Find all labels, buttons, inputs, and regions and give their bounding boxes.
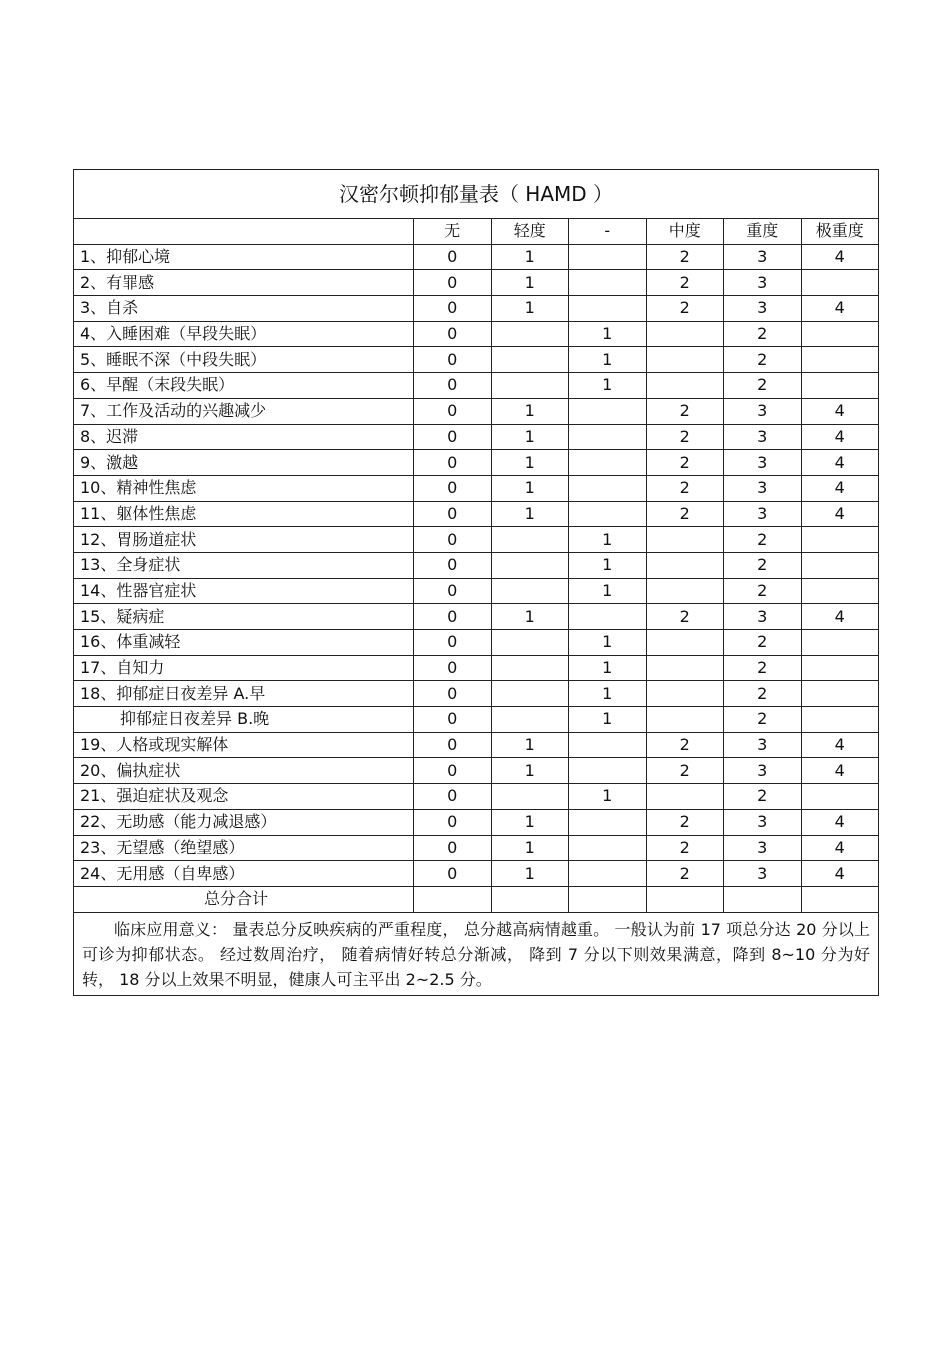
score-cell <box>801 578 879 604</box>
score-cell: 1 <box>569 630 647 656</box>
note-row <box>74 912 879 995</box>
score-cell <box>569 758 647 784</box>
score-cell: 2 <box>646 861 724 887</box>
score-cell: 1 <box>569 373 647 399</box>
score-cell <box>491 373 569 399</box>
score-cell: 2 <box>646 758 724 784</box>
item-label: 9、激越 <box>74 450 414 476</box>
score-cell: 3 <box>724 501 802 527</box>
table-row <box>74 604 879 630</box>
score-cell <box>491 630 569 656</box>
score-cell <box>801 270 879 296</box>
table-row <box>74 758 879 784</box>
score-cell: 2 <box>724 681 802 707</box>
score-cell <box>491 321 569 347</box>
score-cell: 2 <box>724 347 802 373</box>
table-row <box>74 296 879 322</box>
score-cell: 3 <box>724 809 802 835</box>
score-cell: 0 <box>414 552 492 578</box>
total-label: 总分合计 <box>74 886 414 912</box>
score-cell <box>569 270 647 296</box>
score-cell <box>491 578 569 604</box>
score-cell: 1 <box>491 835 569 861</box>
item-label: 抑郁症日夜差异 B.晚 <box>74 707 414 733</box>
item-label: 20、偏执症状 <box>74 758 414 784</box>
total-row <box>74 886 879 912</box>
score-cell <box>491 347 569 373</box>
table-row <box>74 630 879 656</box>
score-cell: 4 <box>801 475 879 501</box>
score-cell: 3 <box>724 604 802 630</box>
score-cell <box>646 373 724 399</box>
score-cell: 4 <box>801 398 879 424</box>
score-cell: 2 <box>724 527 802 553</box>
item-label: 8、迟滞 <box>74 424 414 450</box>
score-cell: 0 <box>414 450 492 476</box>
item-label: 23、无望感（绝望感） <box>74 835 414 861</box>
item-label: 5、睡眠不深（中段失眠） <box>74 347 414 373</box>
score-cell <box>569 604 647 630</box>
score-cell <box>801 630 879 656</box>
score-cell <box>801 681 879 707</box>
table-row <box>74 527 879 553</box>
score-cell <box>646 321 724 347</box>
score-cell <box>801 707 879 733</box>
score-cell <box>569 244 647 270</box>
score-cell: 2 <box>724 707 802 733</box>
item-label: 4、入睡困难（早段失眠） <box>74 321 414 347</box>
score-cell: 2 <box>646 398 724 424</box>
item-label: 17、自知力 <box>74 655 414 681</box>
table-row <box>74 450 879 476</box>
score-cell <box>646 347 724 373</box>
total-score-cell <box>491 886 569 912</box>
hamd-scale-table <box>73 169 879 996</box>
item-label: 19、人格或现实解体 <box>74 732 414 758</box>
score-cell <box>491 552 569 578</box>
score-cell: 0 <box>414 296 492 322</box>
item-label: 6、早醒（末段失眠） <box>74 373 414 399</box>
table-row <box>74 321 879 347</box>
score-cell <box>569 424 647 450</box>
table-row <box>74 501 879 527</box>
score-cell <box>801 347 879 373</box>
score-cell: 1 <box>569 578 647 604</box>
score-cell: 0 <box>414 244 492 270</box>
table-row <box>74 655 879 681</box>
score-cell <box>569 835 647 861</box>
score-cell: 0 <box>414 424 492 450</box>
score-cell: 3 <box>724 475 802 501</box>
score-cell: 2 <box>646 296 724 322</box>
score-cell <box>646 630 724 656</box>
header-mild: 轻度 <box>491 219 569 245</box>
score-cell: 4 <box>801 501 879 527</box>
score-cell: 2 <box>646 809 724 835</box>
total-score-cell <box>724 886 802 912</box>
item-label: 15、疑病症 <box>74 604 414 630</box>
score-cell: 2 <box>724 655 802 681</box>
score-cell: 0 <box>414 809 492 835</box>
score-cell: 2 <box>646 732 724 758</box>
score-cell: 1 <box>491 398 569 424</box>
total-score-cell <box>414 886 492 912</box>
score-cell: 4 <box>801 861 879 887</box>
score-cell: 4 <box>801 244 879 270</box>
score-cell: 1 <box>491 450 569 476</box>
score-cell <box>646 552 724 578</box>
score-cell: 0 <box>414 732 492 758</box>
score-cell: 1 <box>491 501 569 527</box>
score-cell: 2 <box>646 604 724 630</box>
score-cell <box>569 861 647 887</box>
table-row <box>74 398 879 424</box>
header-none: 无 <box>414 219 492 245</box>
item-label: 21、强迫症状及观念 <box>74 784 414 810</box>
score-cell: 3 <box>724 244 802 270</box>
score-cell: 2 <box>646 424 724 450</box>
score-cell <box>801 527 879 553</box>
score-cell: 4 <box>801 809 879 835</box>
table-row <box>74 732 879 758</box>
score-cell <box>569 475 647 501</box>
score-cell: 3 <box>724 450 802 476</box>
score-cell: 0 <box>414 861 492 887</box>
item-label: 3、自杀 <box>74 296 414 322</box>
table-row <box>74 373 879 399</box>
score-cell: 4 <box>801 296 879 322</box>
table-row <box>74 475 879 501</box>
score-cell: 2 <box>724 578 802 604</box>
score-cell: 1 <box>491 270 569 296</box>
score-cell: 1 <box>491 475 569 501</box>
score-cell: 0 <box>414 270 492 296</box>
score-cell: 0 <box>414 758 492 784</box>
score-cell: 0 <box>414 784 492 810</box>
score-cell <box>646 707 724 733</box>
header-very-severe: 极重度 <box>801 219 879 245</box>
score-cell: 2 <box>724 630 802 656</box>
score-cell <box>801 655 879 681</box>
item-label: 13、全身症状 <box>74 552 414 578</box>
score-cell: 3 <box>724 758 802 784</box>
score-cell: 0 <box>414 681 492 707</box>
table-row <box>74 424 879 450</box>
score-cell <box>569 732 647 758</box>
score-cell <box>491 655 569 681</box>
score-cell: 1 <box>491 758 569 784</box>
total-score-cell <box>646 886 724 912</box>
table-row <box>74 784 879 810</box>
score-cell <box>569 501 647 527</box>
score-cell: 1 <box>569 681 647 707</box>
header-dash: - <box>569 219 647 245</box>
score-cell: 3 <box>724 424 802 450</box>
item-label: 24、无用感（自卑感） <box>74 861 414 887</box>
score-cell: 4 <box>801 450 879 476</box>
score-cell <box>569 398 647 424</box>
table-row <box>74 552 879 578</box>
table-row <box>74 707 879 733</box>
score-cell <box>491 527 569 553</box>
table-row <box>74 270 879 296</box>
score-cell <box>491 707 569 733</box>
total-score-cell <box>569 886 647 912</box>
item-label: 7、工作及活动的兴趣减少 <box>74 398 414 424</box>
score-cell: 4 <box>801 758 879 784</box>
score-cell: 0 <box>414 707 492 733</box>
score-cell: 4 <box>801 604 879 630</box>
score-cell: 1 <box>491 809 569 835</box>
clinical-note: 临床应用意义： 量表总分反映疾病的严重程度， 总分越高病情越重。 一般认为前 17 项总分达 20 分以上可诊为抑郁状态。 经过数周治疗， 随着病情好转总分渐减， 降到 7 分以下则效果满意，降到 8~10 分为好转， 18 分以上效果不明显，健康人可主平出 2~2.5 分。 <box>74 912 879 995</box>
score-cell <box>491 681 569 707</box>
score-cell: 2 <box>646 475 724 501</box>
score-cell <box>646 578 724 604</box>
score-cell <box>569 809 647 835</box>
score-cell: 3 <box>724 398 802 424</box>
score-cell: 3 <box>724 835 802 861</box>
score-cell: 1 <box>491 732 569 758</box>
score-cell <box>569 450 647 476</box>
score-cell: 1 <box>569 552 647 578</box>
item-label: 16、体重减轻 <box>74 630 414 656</box>
item-label: 11、躯体性焦虑 <box>74 501 414 527</box>
score-cell: 2 <box>724 373 802 399</box>
item-label: 1、抑郁心境 <box>74 244 414 270</box>
score-cell: 2 <box>646 835 724 861</box>
header-item-blank <box>74 219 414 245</box>
table-title: 汉密尔顿抑郁量表（ HAMD ） <box>74 170 879 219</box>
score-cell <box>491 784 569 810</box>
score-cell: 2 <box>646 244 724 270</box>
score-cell: 1 <box>569 784 647 810</box>
table-row <box>74 861 879 887</box>
score-cell: 0 <box>414 630 492 656</box>
score-cell <box>646 527 724 553</box>
score-cell <box>801 784 879 810</box>
score-cell: 1 <box>491 604 569 630</box>
score-cell: 1 <box>491 424 569 450</box>
score-cell: 0 <box>414 604 492 630</box>
score-cell: 2 <box>724 552 802 578</box>
item-label: 18、抑郁症日夜差异 A.早 <box>74 681 414 707</box>
score-cell: 0 <box>414 578 492 604</box>
score-cell: 1 <box>491 861 569 887</box>
score-cell: 1 <box>491 296 569 322</box>
score-cell <box>646 784 724 810</box>
score-cell <box>569 296 647 322</box>
item-label: 12、胃肠道症状 <box>74 527 414 553</box>
item-label: 10、精神性焦虑 <box>74 475 414 501</box>
table-row <box>74 681 879 707</box>
score-cell <box>801 552 879 578</box>
item-label: 14、性器官症状 <box>74 578 414 604</box>
score-cell: 4 <box>801 424 879 450</box>
score-cell: 0 <box>414 347 492 373</box>
score-cell: 1 <box>491 244 569 270</box>
total-score-cell <box>801 886 879 912</box>
table-row <box>74 578 879 604</box>
score-cell: 0 <box>414 655 492 681</box>
score-cell: 3 <box>724 270 802 296</box>
header-row <box>74 219 879 245</box>
score-cell: 0 <box>414 501 492 527</box>
score-cell: 1 <box>569 321 647 347</box>
table-row <box>74 244 879 270</box>
score-cell: 1 <box>569 655 647 681</box>
title-row <box>74 170 879 219</box>
header-severe: 重度 <box>724 219 802 245</box>
score-cell: 2 <box>646 450 724 476</box>
score-cell: 1 <box>569 347 647 373</box>
score-cell <box>646 681 724 707</box>
score-cell: 0 <box>414 527 492 553</box>
score-cell: 2 <box>724 784 802 810</box>
score-cell: 2 <box>646 501 724 527</box>
score-cell: 0 <box>414 321 492 347</box>
score-cell: 1 <box>569 707 647 733</box>
table-row <box>74 347 879 373</box>
score-cell: 3 <box>724 296 802 322</box>
score-cell <box>801 373 879 399</box>
header-moderate: 中度 <box>646 219 724 245</box>
table-row <box>74 809 879 835</box>
score-cell: 0 <box>414 398 492 424</box>
score-cell: 4 <box>801 732 879 758</box>
score-cell: 2 <box>646 270 724 296</box>
score-cell: 2 <box>724 321 802 347</box>
score-cell: 0 <box>414 373 492 399</box>
item-label: 2、有罪感 <box>74 270 414 296</box>
score-cell: 3 <box>724 861 802 887</box>
score-cell <box>646 655 724 681</box>
score-cell: 0 <box>414 835 492 861</box>
score-cell: 4 <box>801 835 879 861</box>
score-cell: 3 <box>724 732 802 758</box>
score-cell: 0 <box>414 475 492 501</box>
score-cell <box>801 321 879 347</box>
table-row <box>74 835 879 861</box>
score-cell: 1 <box>569 527 647 553</box>
item-label: 22、无助感（能力减退感） <box>74 809 414 835</box>
